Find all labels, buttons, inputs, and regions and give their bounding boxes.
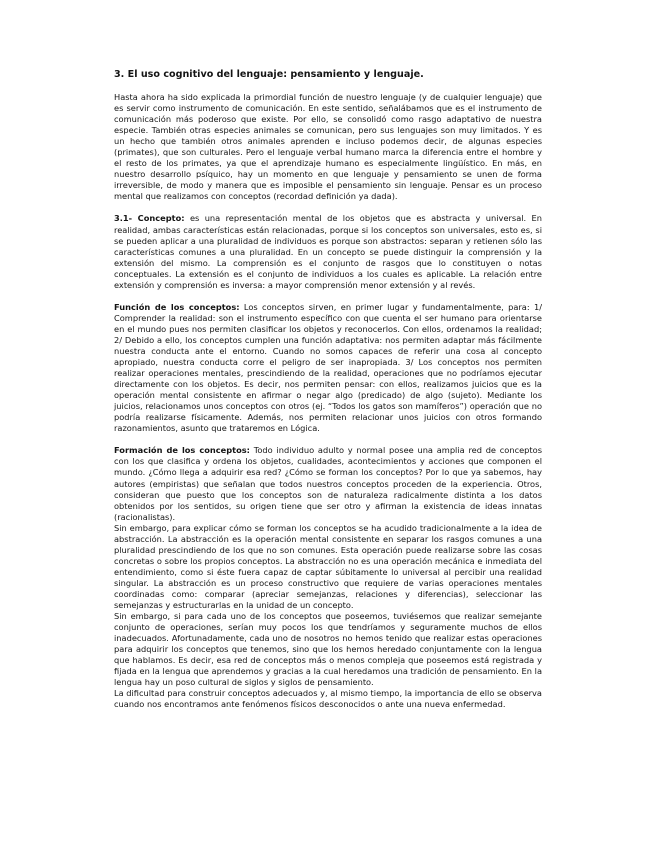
funcion-heading: Función de los conceptos: bbox=[114, 301, 240, 312]
funcion-text: Los conceptos sirven, en primer lugar y fundamentalmente, para: 1/ Comprender la realidad: son el instrumento específico con que cuenta el ser humano para orientarse en el mundo pues nos permiten clasificar los objetos y reconocerlos. Con ellos, ordenamos la realidad; 2/ Debido a ello, los conceptos cumplen una función adaptativa: nos permiten adaptar más fácilmente nuestra conducta ante el entorno. Cuando no somos capaces de referir una cosa al concepto apropiado, nuestra conducta corre el peligro de ser inapropiada. 3/ Los conceptos nos permiten realizar operaciones mentales, prescindiendo de la realidad, operaciones que no podríamos ejecutar directamente con los objetos. Es decir, nos permiten pensar: con ellos, realizamos juicios que es la operación mental consistente en afirmar o negar algo (predicado) de algo (sujeto). Mediante los juicios, relacionamos unos conceptos con otros (ej. “Todos los gatos son mamíferos”) operación que no podría realizarse físicamente. Además, nos permiten relacionar unos juicios con otros formando razonamientos, asunto que trataremos en Lógica. bbox=[114, 301, 542, 434]
herencia-text: Sin embargo, si para cada uno de los conceptos que poseemos, tuviésemos que realizar semejante conjunto de operaciones, serían muy pocos los que tendríamos y seguramente muchos de ellos inadecuados. Afortunadamente, cada uno de nosotros no hemos tenido que realizar estas operaciones para adquirir los conceptos que tenemos, sino que los hemos heredado conjuntamente con la lengua que hablamos. Es decir, esa red de conceptos más o menos compleja que poseemos está registrada y fijada en la lengua que aprendemos y gracias a la cual heredamos una tradición de pensamiento. En la lengua hay un poso cultural de siglos y siglos de pensamiento. bbox=[114, 611, 542, 688]
paragraph-intro bbox=[114, 92, 542, 202]
concepto-text: es una representación mental de los objetos que es abstracta y universal. En realidad, ambas características están relacionadas, porque si los conceptos son universales, esto es, si se pueden aplicar a una pluralidad de individuos es porque son abstractos: separan y retienen sólo las características comunes a una pluralidad. En un concepto se puede distinguir la comprensión y la extensión del mismo. La comprensión es el conjunto de rasgos que lo constituyen o notas conceptuales. La extensión es el conjunto de individuos a los cuales es aplicable. La relación entre extensión y comprensión es inversa: a mayor comprensión menor extensión y al revés. bbox=[114, 213, 542, 290]
dificultad-text: La dificultad para construir conceptos adecuados y, al mismo tiempo, la importancia de ello se observa cuando nos encontramos ante fenómenos físicos desconocidos o ante una nueva enfermedad. bbox=[114, 688, 542, 710]
paragraph-concepto bbox=[114, 213, 542, 290]
abstraccion-text: Sin embargo, para explicar cómo se forman los conceptos se ha acudido tradicionalmente a la idea de abstracción. La abstracción es la operación mental consistente en separar los rasgos comunes a una pluralidad prescindiendo de los que no son comunes. Esta operación puede realizarse sobre las cosas concretas o sobre los propios conceptos. La abstracción no es una operación mecánica e inmediata del entendimiento, como si éste fuera capaz de captar súbitamente lo universal al percibir una realidad singular. La abstracción es un proceso constructivo que requiere de varias operaciones mentales coordinadas como: comparar (apreciar semejanzas, relaciones y diferencias), seleccionar las semejanzas y estructurarlas en la unidad de un concepto. bbox=[114, 522, 542, 611]
paragraph-intro-text: Hasta ahora ha sido explicada la primordial función de nuestro lenguaje (y de cualquier lenguaje) que es servir como instrumento de comunicación. En este sentido, señalábamos que es el instrumento de comunicación más poderoso que existe. Por ello, se consolidó como rasgo adaptativo de nuestra especie. También otras especies animales se comunican, pero sus lenguajes son muy limitados. Y es un hecho que también otros animales aprenden e incluso podemos decir, de algunas especies (primates), que son culturales. Pero el lenguaje verbal humano marca la diferencia entre el hombre y el resto de los primates, ya que el aprendizaje humano es especialmente lingüístico. En más, en nuestro desarrollo psíquico, hay un momento en que lenguaje y pensamiento se unen de forma irreversible, de modo y manera que es imposible el pensamiento sin lenguaje. Pensar es un proceso mental que realizamos con conceptos (recordad definición ya dada). bbox=[114, 92, 542, 202]
concepto-heading: 3.1- Concepto: bbox=[114, 213, 185, 224]
paragraph-funcion bbox=[114, 302, 542, 435]
formacion-text: Todo individuo adulto y normal posee una amplia red de conceptos con los que clasifica y ordena los objetos, cualidades, acontecimientos y acciones que componen el mundo. ¿Cómo llega a adquirir esa red? ¿Cómo se forman los conceptos? Por lo que ya sabemos, hay autores (empiristas) que señalan que todos nuestros conceptos proceden de la experiencia. Otros, consideran que puesto que los conceptos son de naturaleza radicalmente distinta a los datos obtenidos por los sentidos, su origen tiene que ser otro y afirman la existencia de ideas innatas (racionalistas). bbox=[114, 445, 542, 522]
paragraph-dificultad bbox=[114, 688, 542, 710]
paragraph-formacion bbox=[114, 445, 542, 522]
document-page bbox=[114, 69, 542, 710]
section-title: 3. El uso cognitivo del lenguaje: pensamiento y lenguaje. bbox=[114, 69, 424, 80]
paragraph-herencia bbox=[114, 611, 542, 688]
formacion-heading: Formación de los conceptos: bbox=[114, 445, 250, 456]
paragraph-abstraccion bbox=[114, 523, 542, 611]
